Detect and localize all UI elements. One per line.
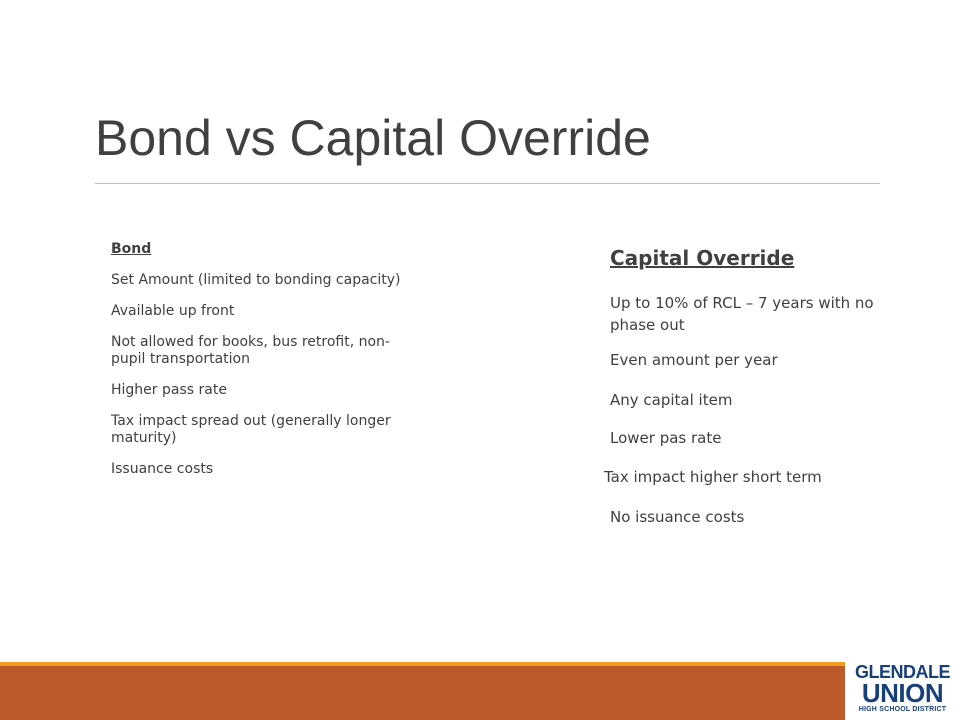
bond-heading: Bond [111, 241, 152, 257]
logo-line-3: HIGH SCHOOL DISTRICT [858, 706, 947, 713]
slide-title: Bond vs Capital Override [95, 110, 651, 166]
capital-override-heading: Capital Override [610, 246, 795, 270]
capital-override-item: No issuance costs [610, 508, 745, 526]
title-divider [95, 183, 880, 184]
capital-override-item: Any capital item [610, 391, 733, 409]
logo-wordmark [851, 663, 954, 714]
logo-line-2: UNION [861, 678, 944, 708]
bond-item: Issuance costs [111, 461, 214, 477]
district-logo [845, 661, 960, 720]
bond-item: Available up front [111, 303, 235, 319]
capital-override-item: Even amount per year [610, 351, 778, 369]
bond-item: Tax impact spread out (generally longer maturity) [111, 413, 391, 446]
capital-override-item: Lower pas rate [610, 429, 722, 447]
bond-item: Higher pass rate [111, 382, 227, 398]
capital-override-item: Tax impact higher short term [604, 468, 822, 486]
capital-override-column [600, 244, 890, 526]
logo-line-1: GLENDALE [855, 662, 950, 682]
capital-override-item: Up to 10% of RCL – 7 years with no phase out [610, 294, 874, 334]
bond-item: Not allowed for books, bus retrofit, non-pupil transportation [111, 334, 390, 367]
bond-item: Set Amount (limited to bonding capacity) [111, 272, 401, 288]
bond-column [111, 241, 401, 492]
footer-bar [0, 666, 960, 720]
